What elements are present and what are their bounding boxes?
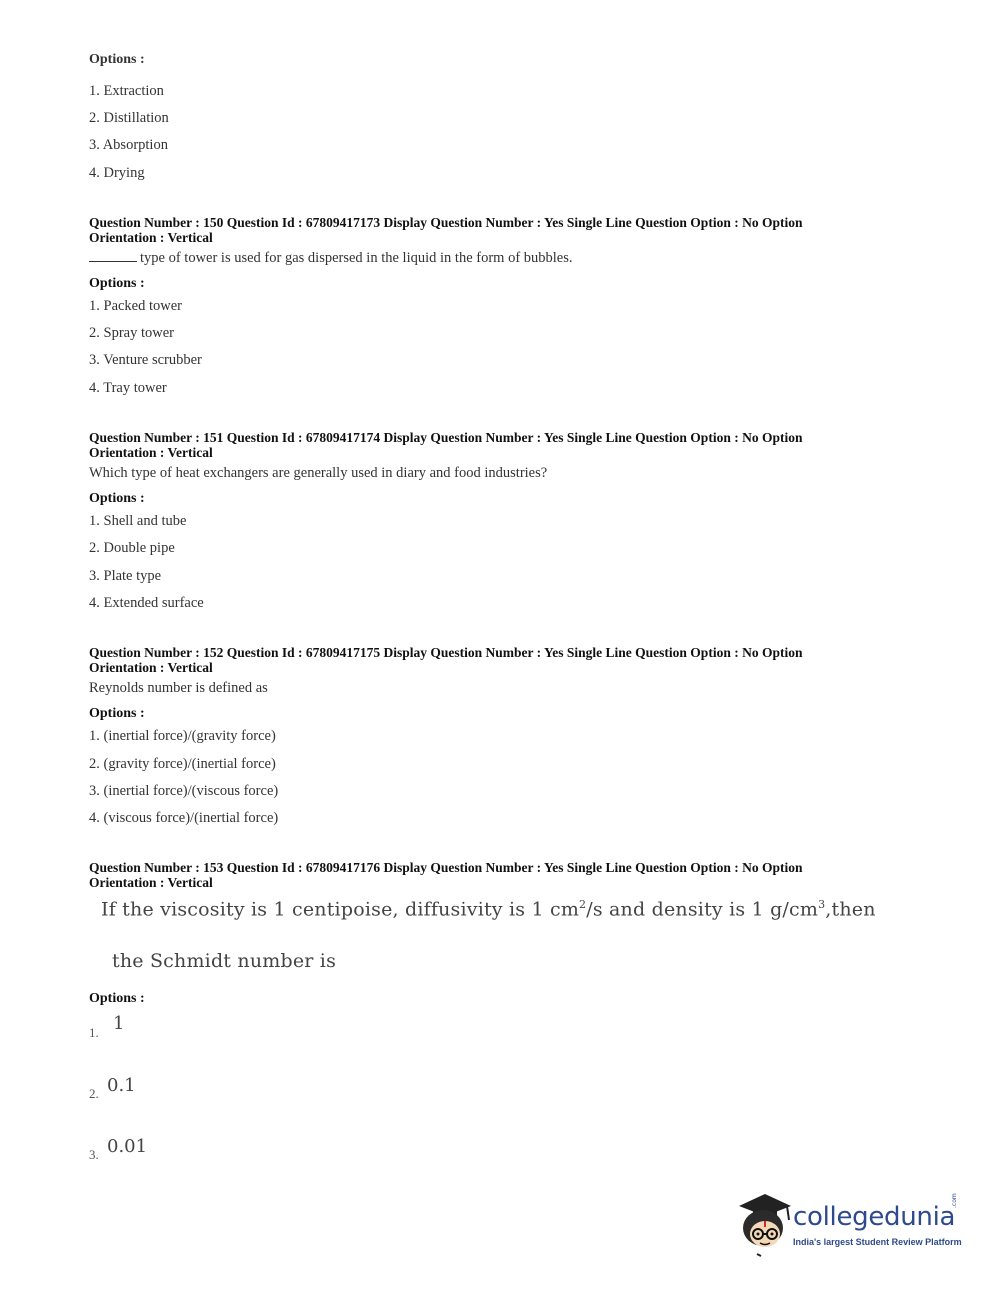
logo-tagline: India's largest Student Review Platform [793, 1237, 962, 1247]
question-header-line1: Question Number : 150 Question Id : 67809417173 Display Question Number : Yes Single Line Question Option : No Option [89, 215, 803, 230]
options-label: Options : [89, 491, 145, 506]
logo-suffix: .com [951, 1193, 958, 1208]
option-value: 1 [113, 1013, 125, 1034]
prev-option-2: 2. Distillation [89, 110, 169, 126]
prev-option-4: 4. Drying [89, 165, 145, 181]
q151-option-1: 1. Shell and tube [89, 513, 187, 529]
prev-option-1: 1. Extraction [89, 83, 164, 99]
q150-option-1: 1. Packed tower [89, 298, 183, 314]
question-151-header [89, 430, 879, 460]
q151-option-4: 4. Extended surface [89, 595, 204, 611]
q152-option-1: 1. (inertial force)/(gravity force) [89, 728, 276, 744]
q152-option-2: 2. (gravity force)/(inertial force) [89, 756, 276, 772]
question-header-line1: Question Number : 152 Question Id : 67809417175 Display Question Number : Yes Single Line Question Option : No Option [89, 645, 803, 660]
prev-option-3: 3. Absorption [89, 137, 168, 153]
option-value: 0.1 [107, 1075, 136, 1096]
question-header-line2: Orientation : Vertical [89, 660, 213, 675]
options-label: Options : [89, 276, 145, 291]
question-150-text: type of tower is used for gas dispersed in the liquid in the form of bubbles. [89, 250, 573, 267]
question-header-line1: Question Number : 151 Question Id : 67809417174 Display Question Number : Yes Single Line Question Option : No Option [89, 430, 803, 445]
question-153-header [89, 860, 879, 890]
question-153-text-line2: the Schmidt number is [112, 950, 337, 972]
q150-option-3: 3. Venture scrubber [89, 352, 202, 368]
q151-option-2: 2. Double pipe [89, 540, 175, 556]
blank-line [89, 250, 137, 262]
logo-wordmark: collegedunia [793, 1202, 956, 1232]
collegedunia-logo [735, 1188, 965, 1258]
options-label: Options : [89, 706, 145, 721]
option-number: 2. [89, 1086, 99, 1101]
question-153-text-line1: If the viscosity is 1 centipoise, diffusivity is 1 $cm^2/s$ and density is 1 $g/cm^3,then$ [101, 898, 876, 921]
question-150-header [89, 215, 879, 245]
question-151-text: Which type of heat exchangers are generally used in diary and food industries? [89, 465, 548, 481]
q150-option-4: 4. Tray tower [89, 380, 167, 396]
question-152-header [89, 645, 879, 675]
question-header-line2: Orientation : Vertical [89, 230, 213, 245]
question-header-line2: Orientation : Vertical [89, 445, 213, 460]
mascot-icon [735, 1188, 795, 1258]
q151-option-3: 3. Plate type [89, 568, 162, 584]
q150-option-2: 2. Spray tower [89, 325, 174, 341]
question-header-line2: Orientation : Vertical [89, 875, 213, 890]
option-number: 1. [89, 1025, 99, 1040]
question-152-text: Reynolds number is defined as [89, 680, 268, 696]
q152-option-3: 3. (inertial force)/(viscous force) [89, 783, 279, 799]
cut-options-label: Options : [89, 52, 145, 67]
option-number: 3. [89, 1147, 99, 1162]
q152-option-4: 4. (viscous force)/(inertial force) [89, 810, 279, 826]
question-header-line1: Question Number : 153 Question Id : 67809417176 Display Question Number : Yes Single Line Question Option : No Option [89, 860, 803, 875]
option-value: 0.01 [107, 1136, 148, 1157]
options-label: Options : [89, 991, 145, 1006]
